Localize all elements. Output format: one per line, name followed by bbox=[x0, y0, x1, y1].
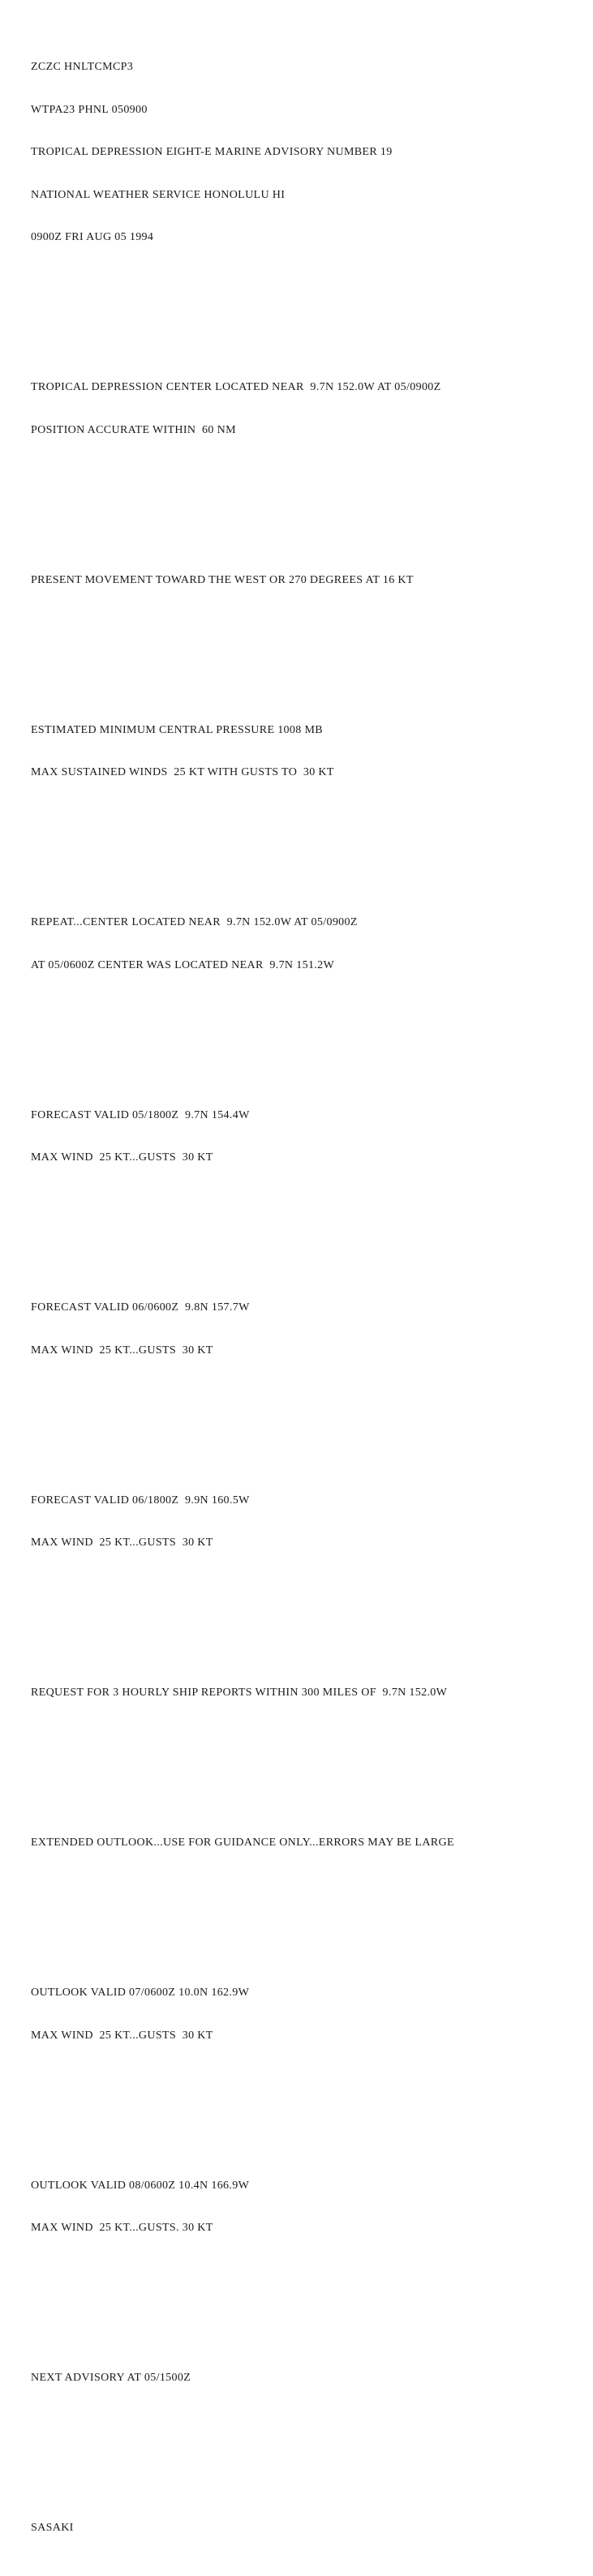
header-line: ZCZC HNLTCMCP3 bbox=[31, 61, 134, 73]
extended-block bbox=[31, 1809, 591, 1878]
forecast-position: FORECAST VALID 06/1800Z 9.9N 160.5W bbox=[31, 1494, 250, 1507]
blank-line bbox=[31, 834, 591, 851]
central-pressure: ESTIMATED MINIMUM CENTRAL PRESSURE 1008 MB bbox=[31, 723, 323, 736]
blank-line bbox=[31, 1026, 591, 1043]
previous-position: AT 05/0600Z CENTER WAS LOCATED NEAR 9.7N 151.2W bbox=[31, 958, 335, 971]
blank-line bbox=[31, 1411, 591, 1428]
outlook-position: OUTLOOK VALID 07/0600Z 10.0N 162.9W bbox=[31, 1987, 250, 1999]
forecast-block bbox=[31, 1082, 591, 1193]
outlook-wind: MAX WIND 25 KT...GUSTS 30 KT bbox=[31, 2029, 213, 2042]
outlook-position: OUTLOOK VALID 08/0600Z 10.4N 166.9W bbox=[31, 2179, 250, 2192]
blank-line bbox=[31, 1904, 591, 1921]
blank-line bbox=[31, 2289, 591, 2306]
blank-line bbox=[31, 1754, 591, 1771]
blank-line bbox=[31, 491, 591, 508]
intensity-block bbox=[31, 697, 591, 808]
issuing-office: NATIONAL WEATHER SERVICE HONOLULU HI bbox=[31, 188, 286, 201]
extended-outlook: EXTENDED OUTLOOK...USE FOR GUIDANCE ONLY...ERRORS MAY BE LARGE bbox=[31, 1837, 454, 1849]
issue-time: 0900Z FRI AUG 05 1994 bbox=[31, 231, 154, 243]
center-location: TROPICAL DEPRESSION CENTER LOCATED NEAR 9.7N 152.0W AT 05/0900Z bbox=[31, 381, 441, 393]
max-sustained-winds: MAX SUSTAINED WINDS 25 KT WITH GUSTS TO 30 KT bbox=[31, 766, 334, 778]
blank-line bbox=[31, 2439, 591, 2456]
outlook-wind: MAX WIND 25 KT...GUSTS. 30 KT bbox=[31, 2222, 213, 2234]
forecaster-signature: SASAKI bbox=[31, 2522, 74, 2534]
repeat-block bbox=[31, 889, 591, 1000]
forecast-position: FORECAST VALID 06/0600Z 9.8N 157.7W bbox=[31, 1301, 250, 1314]
forecast-block bbox=[31, 1274, 591, 1385]
outlook-block bbox=[31, 1959, 591, 2070]
request-block bbox=[31, 1659, 591, 1728]
position-accuracy: POSITION ACCURATE WITHIN 60 NM bbox=[31, 423, 236, 436]
outlook-block bbox=[31, 2152, 591, 2263]
signature-block bbox=[31, 2494, 591, 2563]
forecast-wind: MAX WIND 25 KT...GUSTS 30 KT bbox=[31, 1151, 213, 1164]
ship-report-request: REQUEST FOR 3 HOURLY SHIP REPORTS WITHIN 300 MILES OF 9.7N 152.0W bbox=[31, 1687, 448, 1699]
forecast-block bbox=[31, 1467, 591, 1578]
header-block bbox=[31, 33, 591, 272]
repeat-center: REPEAT...CENTER LOCATED NEAR 9.7N 152.0W AT 05/0900Z bbox=[31, 916, 358, 928]
forecast-position: FORECAST VALID 05/1800Z 9.7N 154.4W bbox=[31, 1108, 250, 1121]
present-movement: PRESENT MOVEMENT TOWARD THE WEST OR 270 DEGREES AT 16 KT bbox=[31, 573, 414, 586]
center-block bbox=[31, 354, 591, 465]
blank-line bbox=[31, 1604, 591, 1621]
blank-line bbox=[31, 1219, 591, 1236]
marine-advisory-document bbox=[31, 7, 591, 2576]
blank-line bbox=[31, 298, 591, 315]
blank-line bbox=[31, 641, 591, 658]
next-advisory-block bbox=[31, 2344, 591, 2413]
blank-line bbox=[31, 2096, 591, 2113]
forecast-wind: MAX WIND 25 KT...GUSTS 30 KT bbox=[31, 1344, 213, 1357]
header-line: WTPA23 PHNL 050900 bbox=[31, 103, 148, 116]
next-advisory: NEXT ADVISORY AT 05/1500Z bbox=[31, 2372, 191, 2384]
movement-block bbox=[31, 546, 591, 615]
forecast-wind: MAX WIND 25 KT...GUSTS 30 KT bbox=[31, 1537, 213, 1549]
advisory-title: TROPICAL DEPRESSION EIGHT-E MARINE ADVISORY NUMBER 19 bbox=[31, 146, 393, 158]
